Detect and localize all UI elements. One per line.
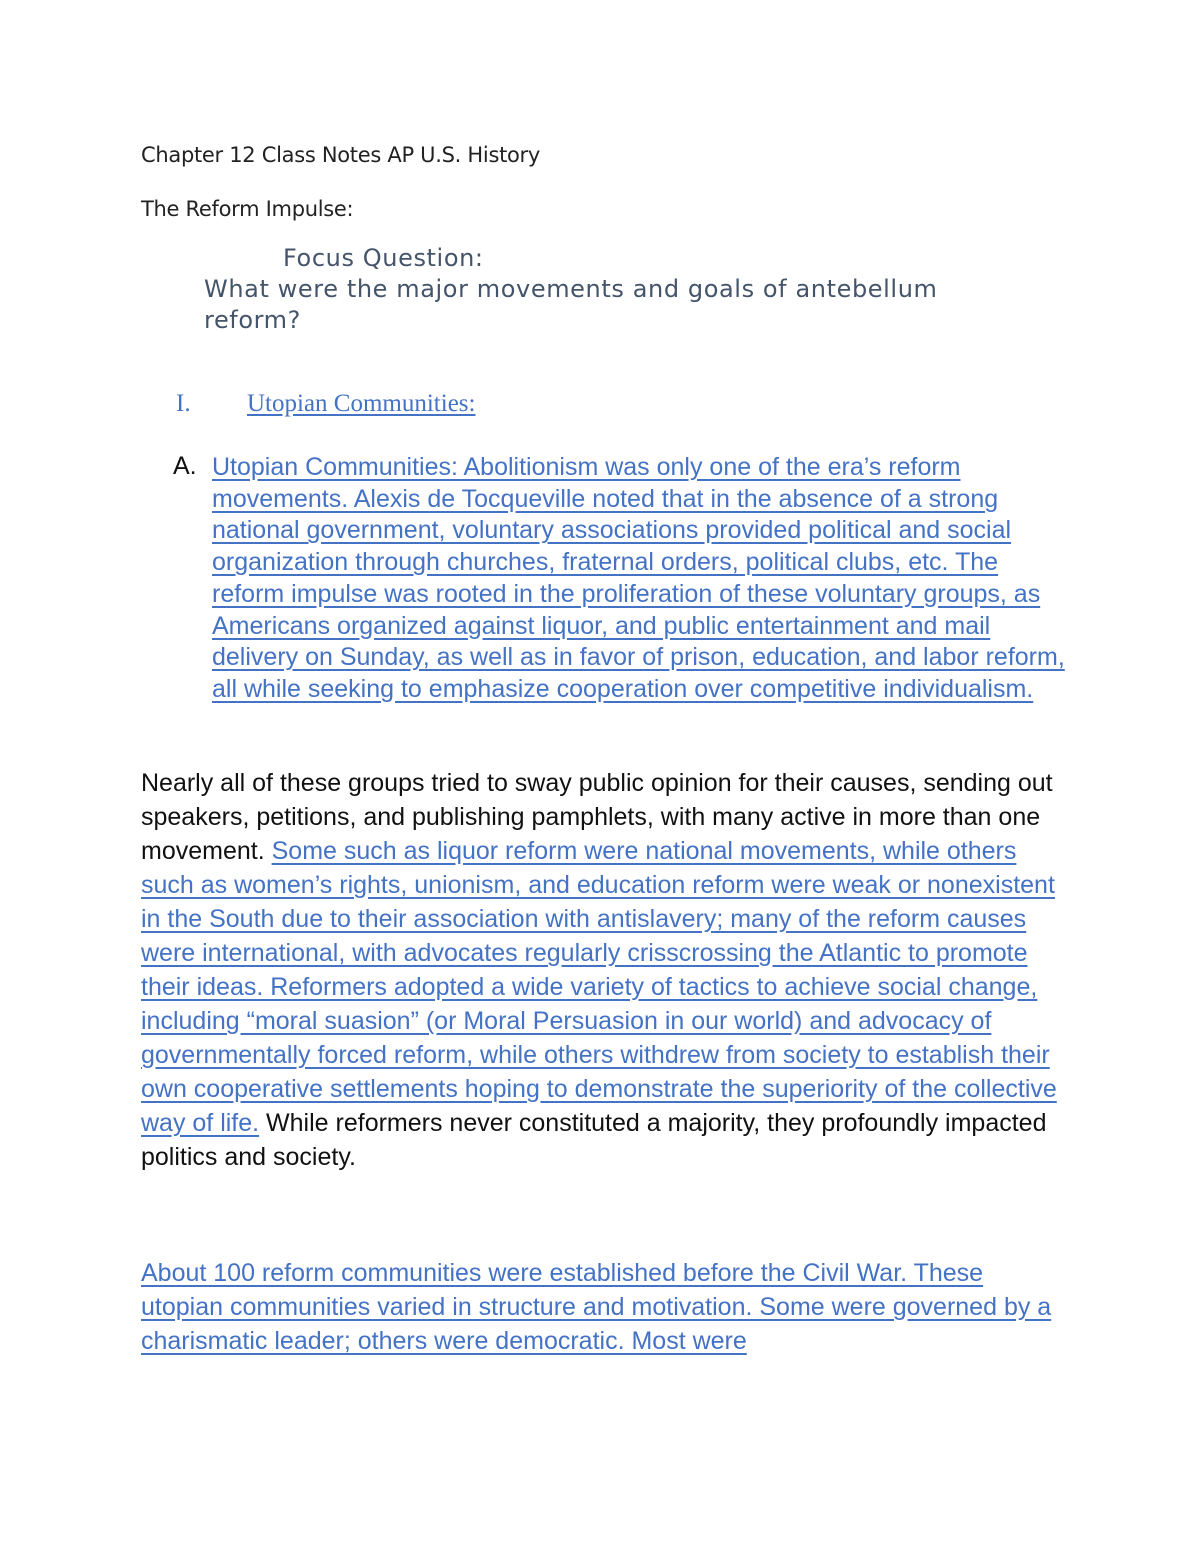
section-title: Utopian Communities: [247, 390, 476, 417]
paragraph-text-linked: Some such as liquor reform were national movements, while others such as women’s rights, unionism, and education reform were weak or nonexistent in the South due to their association with antislavery; many of the reform causes were international, with advocates regularly crisscrossing the Atlantic to promote their ideas. Reformers adopted a wide variety of tactics to achieve social change, including “moral suasion” (or Moral Persuasion in our world) and advocacy of governmentally forced reform, while others withdrew from society to establish their own cooperative settlements hoping to demonstrate the superiority of the collective way of life. [141, 837, 1057, 1137]
paragraph-text-linked: About 100 reform communities were established before the Civil War. These utopian communities varied in structure and motivation. Some were governed by a charismatic leader; others were democratic. Most were [141, 1259, 1052, 1355]
list-item-marker: A. [173, 452, 197, 480]
document-subtitle: The Reform Impulse: [141, 197, 354, 221]
section-number: I. [176, 390, 191, 417]
paragraph-text-plain-end: While reformers never constituted a majority, they profoundly impacted politics and society. [141, 1109, 1047, 1171]
document-title: Chapter 12 Class Notes AP U.S. History [141, 143, 541, 167]
focus-question-label: Focus Question: [283, 244, 484, 272]
list-item-a-text: Utopian Communities: Abolitionism was only one of the era’s reform movements. Alexis de Tocqueville noted that in the absence of a strong national government, voluntary associations provided political and social organization through churches, fraternal orders, political clubs, etc. The reform impulse was rooted in the proliferation of these voluntary groups, as Americans organized against liquor, and public entertainment and mail delivery on Sunday, as well as in favor of prison, education, and labor reform, all while seeking to emphasize cooperation over competitive individualism. [212, 453, 1065, 703]
paragraph-reform-groups [141, 766, 1071, 1174]
focus-question-text: What were the major movements and goals of antebellum reform? [204, 275, 938, 334]
paragraph-text-plain: Nearly all of these groups tried to sway public opinion for their causes, sending out speakers, petitions, and publishing pamphlets, with many active in more than one movement. [141, 769, 1053, 865]
paragraph-reform-communities [141, 1256, 1071, 1358]
